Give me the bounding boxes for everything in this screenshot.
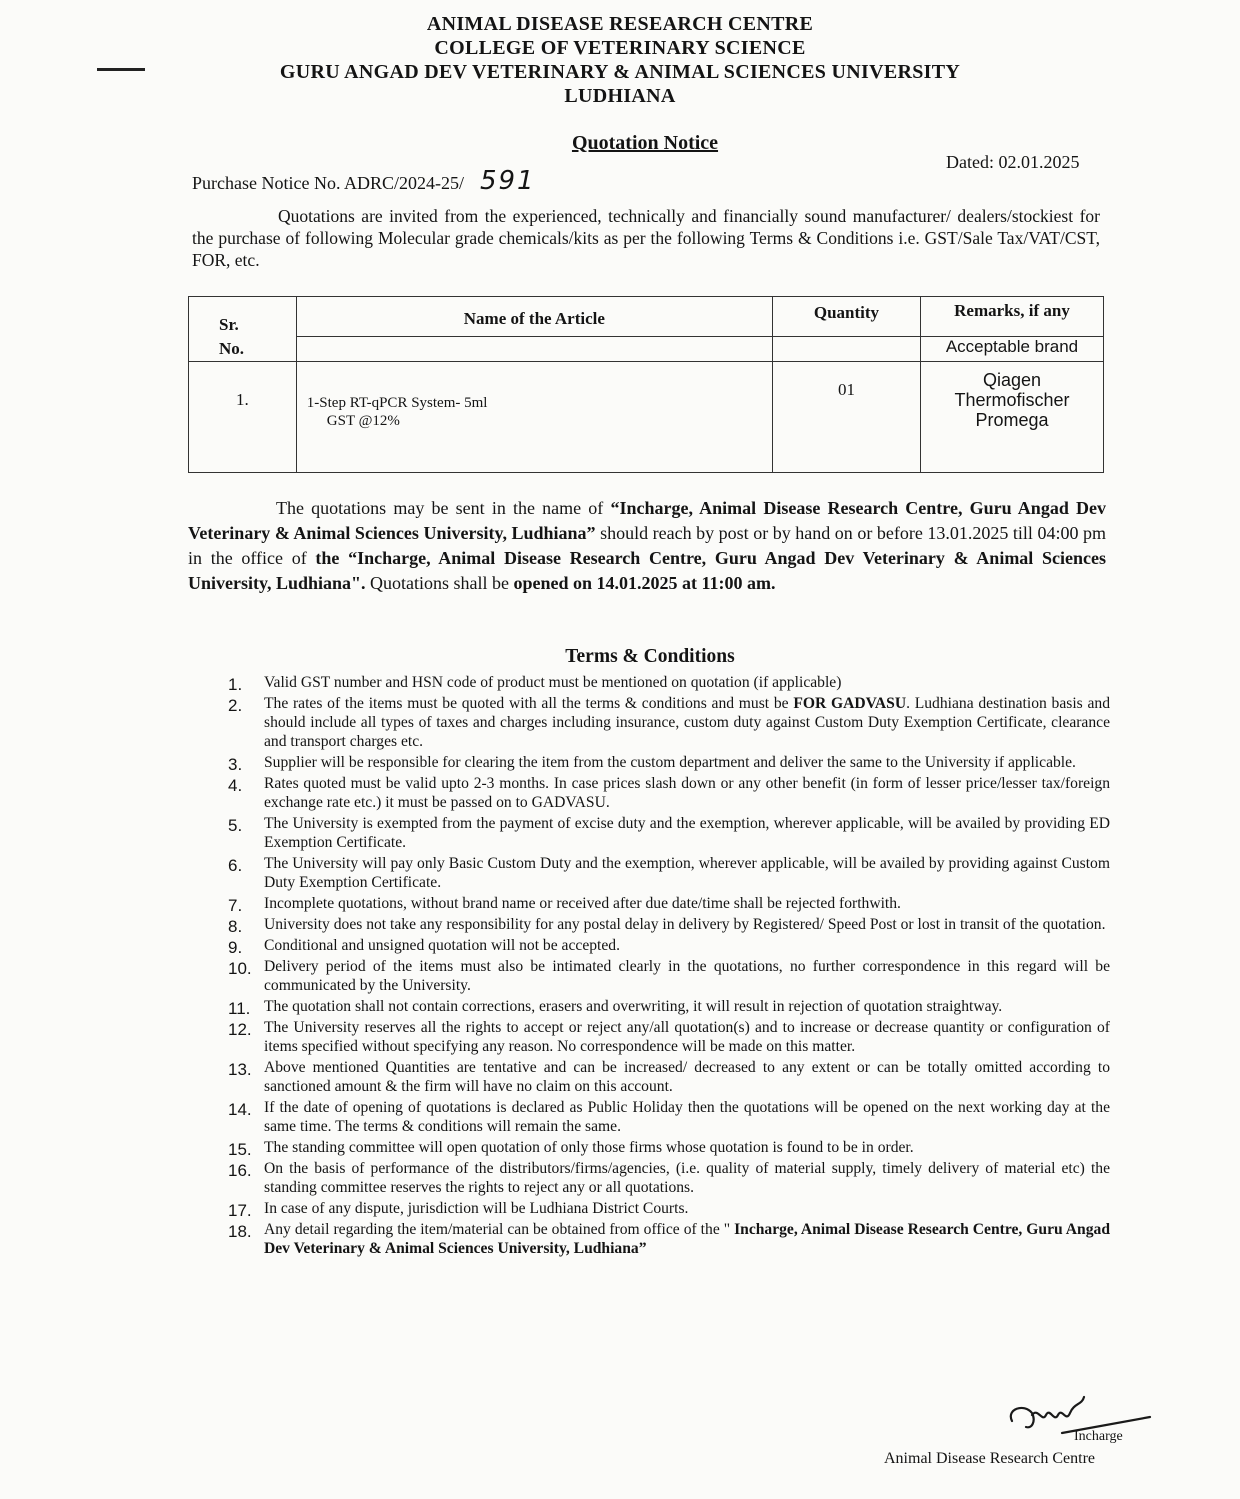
submission-paragraph (188, 496, 1106, 596)
submission-addressee: “Incharge, Animal Disease Research Centre, Guru Angad Dev Veterinary & Animal Sciences University, Ludhiana” (188, 498, 1106, 543)
term-text: The University will pay only Basic Custom Duty and the exemption, wherever applicable, will be availed by providing against Custom Duty Exemption Certificate. (264, 855, 1110, 891)
term-text: In case of any dispute, jurisdiction will be Ludhiana District Courts. (264, 1200, 689, 1217)
letterhead-line-centre: ANIMAL DISEASE RESEARCH CENTRE (426, 13, 814, 35)
term-item (228, 1018, 1110, 1056)
header-acceptable-brand: Acceptable brand (920, 337, 1103, 362)
term-text: Rates quoted must be valid upto 2-3 months. In case prices slash down or any other benefit (in form of lesser price/lesser tax/foreign exchange rate etc.) it must be passed on to GADVASU. (264, 775, 1110, 811)
term-number: 18. (228, 1222, 252, 1241)
row-article-name: 1-Step RT-qPCR System- 5ml (306, 395, 488, 411)
brand-item: Qiagen (982, 370, 1041, 390)
purchase-notice-line (192, 166, 536, 196)
term-number: 12. (228, 1020, 252, 1039)
term-item (228, 1138, 1110, 1157)
brand-item: Promega (975, 410, 1049, 430)
term-number: 2. (228, 696, 243, 715)
term-number: 15. (228, 1140, 252, 1159)
term-text: The University reserves all the rights to accept or reject any/all quotation(s) and to increase or decrease quantity or configuration of items specified without specifying any reason. No correspondence will be made on this matter. (264, 1019, 1110, 1055)
term-number: 1. (228, 675, 243, 694)
row-quantity: 01 (772, 362, 920, 473)
opening-datetime: opened on 14.01.2025 at 11:00 am. (513, 573, 776, 593)
term-number: 8. (228, 917, 243, 936)
term-item (228, 915, 1110, 934)
term-number: 7. (228, 896, 243, 915)
brand-item: Thermofischer (954, 390, 1070, 410)
term-item (228, 694, 1110, 751)
term-number: 10. (228, 959, 252, 978)
term-text: Supplier will be responsible for clearing the item from the custom department and deliver the same to the University if applicable. (264, 754, 1076, 771)
term-item (228, 1098, 1110, 1136)
articles-table (188, 296, 1104, 473)
term-text: Incomplete quotations, without brand name or received after due date/time shall be rejected forthwith. (264, 895, 901, 912)
term-number: 6. (228, 856, 243, 875)
term-text: Conditional and unsigned quotation will not be accepted. (264, 937, 620, 954)
term-text: The rates of the items must be quoted with all the terms & conditions and must be (264, 695, 794, 712)
notice-title: Quotation Notice (571, 132, 719, 154)
header-article-name: Name of the Article (296, 297, 772, 337)
term-number: 14. (228, 1100, 252, 1119)
row-article-gst: GST @12% (326, 413, 400, 429)
term-text: The quotation shall not contain corrections, erasers and overwriting, it will result in rejection of quotation straightway. (264, 998, 1003, 1015)
letterhead-line-city: LUDHIANA (564, 85, 676, 107)
term-item (228, 936, 1110, 955)
term-item (228, 894, 1110, 913)
term-item (228, 814, 1110, 852)
header-sr-no (189, 297, 297, 362)
term-text: The standing committee will open quotation of only those firms whose quotation is found to be in order. (264, 1139, 914, 1156)
term-bold-text: Incharge, Animal Disease Research Centre, Guru Angad Dev Veterinary & Animal Sciences University, Ludhiana” (264, 1221, 1110, 1257)
table-header-row (189, 297, 1104, 337)
term-item (228, 997, 1110, 1016)
submission-office: the “Incharge, Animal Disease Research Centre, Guru Angad Dev Veterinary & Animal Sciences University, Ludhiana". (188, 548, 1106, 593)
term-item (228, 854, 1110, 892)
term-text: Any detail regarding the item/material can be obtained from office of the " (264, 1221, 735, 1238)
term-text: On the basis of performance of the distributors/firms/agencies, (i.e. quality of material supply, timely delivery of material etc) the standing committee reserves the rights to reject any or all quotations. (264, 1160, 1110, 1196)
term-number: 16. (228, 1161, 252, 1180)
term-number: 17. (228, 1201, 252, 1220)
term-text: If the date of opening of quotations is declared as Public Holiday then the quotations will be opened on the next working day at the same time. The terms & conditions will remain the same. (264, 1099, 1110, 1135)
subheader-empty-qty (772, 337, 920, 362)
row-sr: 1. (189, 362, 297, 473)
term-item (228, 957, 1110, 995)
letterhead-line-college: COLLEGE OF VETERINARY SCIENCE (434, 37, 806, 59)
header-sr-line2: No. (219, 339, 245, 358)
term-item (228, 753, 1110, 772)
subheader-empty-name (296, 337, 772, 362)
submission-text: Quotations shall be (365, 573, 514, 593)
term-item (228, 774, 1110, 812)
term-text: Above mentioned Quantities are tentative and can be increased/ decreased to any extent or can be totally omitted according to sanctioned amount & the firm will have no claim on this account. (264, 1059, 1110, 1095)
signatory-office: Animal Disease Research Centre (884, 1450, 1096, 1467)
submission-text: The quotations may be sent in the name of (276, 498, 611, 518)
term-number: 13. (228, 1060, 252, 1079)
term-text: Valid GST number and HSN code of product must be mentioned on quotation (if applicable) (264, 674, 842, 691)
term-item (228, 1220, 1110, 1258)
purchase-notice-number: 591 (479, 166, 536, 196)
term-item (228, 1159, 1110, 1197)
purchase-notice-label: Purchase Notice No. ADRC/2024-25/ (192, 173, 464, 193)
term-number: 3. (228, 755, 243, 774)
signatory-title: Incharge (1074, 1429, 1123, 1444)
row-brands (920, 362, 1103, 473)
term-number: 4. (228, 776, 243, 795)
header-quantity: Quantity (772, 297, 920, 337)
term-item (228, 1058, 1110, 1096)
table-row (189, 362, 1104, 473)
term-item (228, 1199, 1110, 1218)
letterhead (0, 12, 1240, 108)
table-subheader-row (189, 337, 1104, 362)
term-text: University does not take any responsibility for any postal delay in delivery by Registered/ Speed Post or lost in transit of the quotation. (264, 916, 1106, 933)
terms-list (228, 673, 1110, 1260)
notice-date: Dated: 02.01.2025 (946, 152, 1080, 172)
term-text: Delivery period of the items must also be intimated clearly in the quotations, no further correspondence in this regard will be communicated by the University. (264, 958, 1110, 994)
intro-paragraph: Quotations are invited from the experienced, technically and financially sound manufacturer/ dealers/stockiest for the purchase of following Molecular grade chemicals/kits as per the following Terms & Conditions i.e. GST/Sale Tax/VAT/CST, FOR, etc. (192, 206, 1100, 270)
row-article (296, 362, 772, 473)
term-text: . Ludhiana destination basis and should include all types of taxes and charges including insurance, custom duty against Custom Duty Exemption Certificate, clearance and transport charges etc. (264, 695, 1110, 750)
header-remarks: Remarks, if any (920, 297, 1103, 337)
submission-text: should reach by post or by hand on or before 13.01.2025 till 04:00 pm in the office of (188, 523, 1106, 568)
header-sr-line1: Sr. (219, 315, 239, 334)
term-text: The University is exempted from the payment of excise duty and the exemption, wherever applicable, will be availed by providing ED Exemption Certificate. (264, 815, 1110, 851)
term-number: 9. (228, 938, 243, 957)
terms-title: Terms & Conditions (565, 646, 735, 667)
term-number: 11. (228, 999, 251, 1018)
term-item (228, 673, 1110, 692)
term-bold-text: FOR GADVASU (793, 695, 907, 712)
term-number: 5. (228, 816, 243, 835)
letterhead-line-university: GURU ANGAD DEV VETERINARY & ANIMAL SCIENCES UNIVERSITY (279, 61, 961, 83)
